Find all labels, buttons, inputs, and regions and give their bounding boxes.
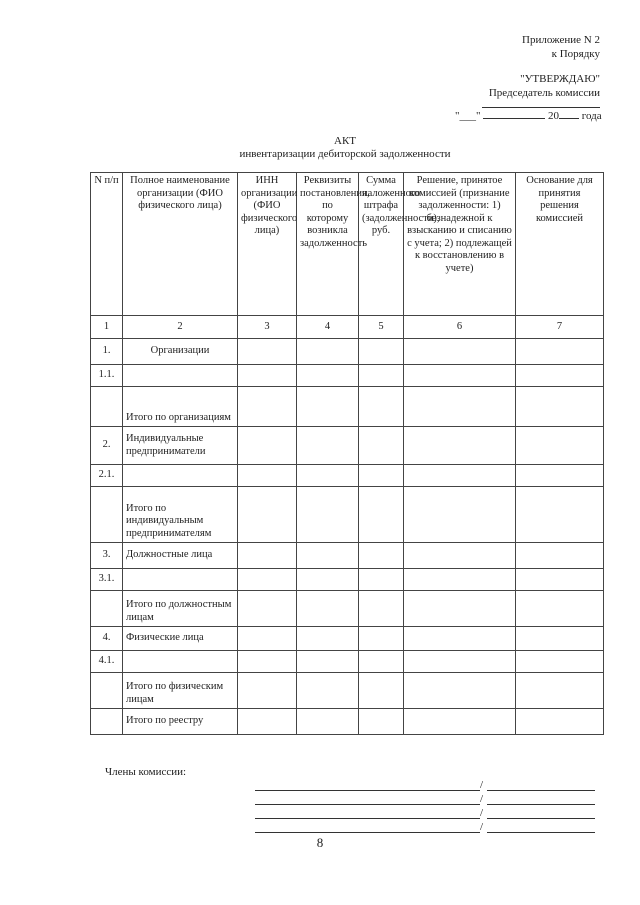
date-month-blank xyxy=(483,108,545,119)
slash: / xyxy=(480,807,484,819)
act-subtitle: инвентаризации дебиторской задолженности xyxy=(239,148,451,160)
header-cell: Реквизиты постановления, по которому возникла задолженность xyxy=(297,173,359,316)
row-name: Итого по индивидуальным предпринимателям xyxy=(123,487,238,543)
header-cell: Основание для принятия решения комиссией xyxy=(516,173,604,316)
row-name: Организации xyxy=(123,339,238,365)
column-number: 5 xyxy=(359,316,404,339)
table-row xyxy=(91,673,604,709)
row-name xyxy=(123,365,238,387)
slash: / xyxy=(480,779,484,791)
column-number-row xyxy=(91,316,604,339)
header-cell: Полное наименование организации (ФИО физического лица) xyxy=(123,173,238,316)
row-number: 3.1. xyxy=(91,569,123,591)
member-name-line xyxy=(255,832,480,833)
table-row xyxy=(91,569,604,591)
header-cell: Сумма наложенного штрафа (задолженности), руб. xyxy=(359,173,404,316)
table-row xyxy=(91,339,604,365)
row-name: Физические лица xyxy=(123,627,238,651)
column-number: 6 xyxy=(404,316,516,339)
approve-label: "УТВЕРЖДАЮ" xyxy=(520,73,600,85)
chairman-label: Председатель комиссии xyxy=(488,87,600,99)
member-name-line xyxy=(255,818,480,819)
row-number: 2.1. xyxy=(91,465,123,487)
header-cell: ИНН организации (ФИО физического лица) xyxy=(238,173,297,316)
row-number: 4.1. xyxy=(91,651,123,673)
row-name: Итого по реестру xyxy=(123,709,238,735)
row-number: 1.1. xyxy=(91,365,123,387)
row-name: Итого по организациям xyxy=(123,387,238,427)
date-line xyxy=(455,108,602,123)
row-number: 2. xyxy=(91,427,123,465)
row-number: 1. xyxy=(91,339,123,365)
row-name: Должностные лица xyxy=(123,543,238,569)
column-number: 4 xyxy=(297,316,359,339)
table-row xyxy=(91,543,604,569)
column-number: 3 xyxy=(238,316,297,339)
table-row xyxy=(91,591,604,627)
member-name-line xyxy=(255,790,480,791)
date-suffix: года xyxy=(581,110,602,122)
members-label: Члены комиссии: xyxy=(105,766,187,778)
date-year-prefix: 20 xyxy=(547,110,559,122)
row-name: Индивидуальные предприниматели xyxy=(123,427,238,465)
row-number: 4. xyxy=(91,627,123,651)
member-name-line xyxy=(255,804,480,805)
row-number xyxy=(91,673,123,709)
header-cell: Решение, принятое комиссией (признание задолженности: 1) безнадежной к взысканию и списанию с учета; 2) подлежащей к восстановлению в учете) xyxy=(404,173,516,316)
row-number xyxy=(91,709,123,735)
row-number xyxy=(91,591,123,627)
act-title: АКТ xyxy=(334,135,356,147)
table-row xyxy=(91,487,604,543)
member-signature-line xyxy=(487,790,595,791)
table-row xyxy=(91,465,604,487)
column-number: 1 xyxy=(91,316,123,339)
slash: / xyxy=(480,793,484,805)
table-row xyxy=(91,627,604,651)
row-name: Итого по должностным лицам xyxy=(123,591,238,627)
row-number: 3. xyxy=(91,543,123,569)
row-name: Итого по физическим лицам xyxy=(123,673,238,709)
header-cell: N п/п xyxy=(91,173,123,316)
column-number: 2 xyxy=(123,316,238,339)
table-row xyxy=(91,387,604,427)
table-row xyxy=(91,651,604,673)
row-name xyxy=(123,651,238,673)
member-signature-line xyxy=(487,832,595,833)
slash: / xyxy=(480,821,484,833)
appendix-label: Приложение N 2 xyxy=(522,34,600,46)
table-row xyxy=(91,365,604,387)
to-order-label: к Порядку xyxy=(551,48,600,60)
table-row xyxy=(91,427,604,465)
row-number xyxy=(91,387,123,427)
member-signature-line xyxy=(487,818,595,819)
table-row xyxy=(91,709,604,735)
column-number: 7 xyxy=(516,316,604,339)
member-signature-line xyxy=(487,804,595,805)
page-number: 8 xyxy=(316,835,324,850)
row-name xyxy=(123,465,238,487)
table-header-row xyxy=(91,173,604,316)
row-number xyxy=(91,487,123,543)
date-year-blank xyxy=(559,108,579,119)
date-day: "___" xyxy=(455,110,481,122)
row-name xyxy=(123,569,238,591)
inventory-table xyxy=(90,172,604,735)
